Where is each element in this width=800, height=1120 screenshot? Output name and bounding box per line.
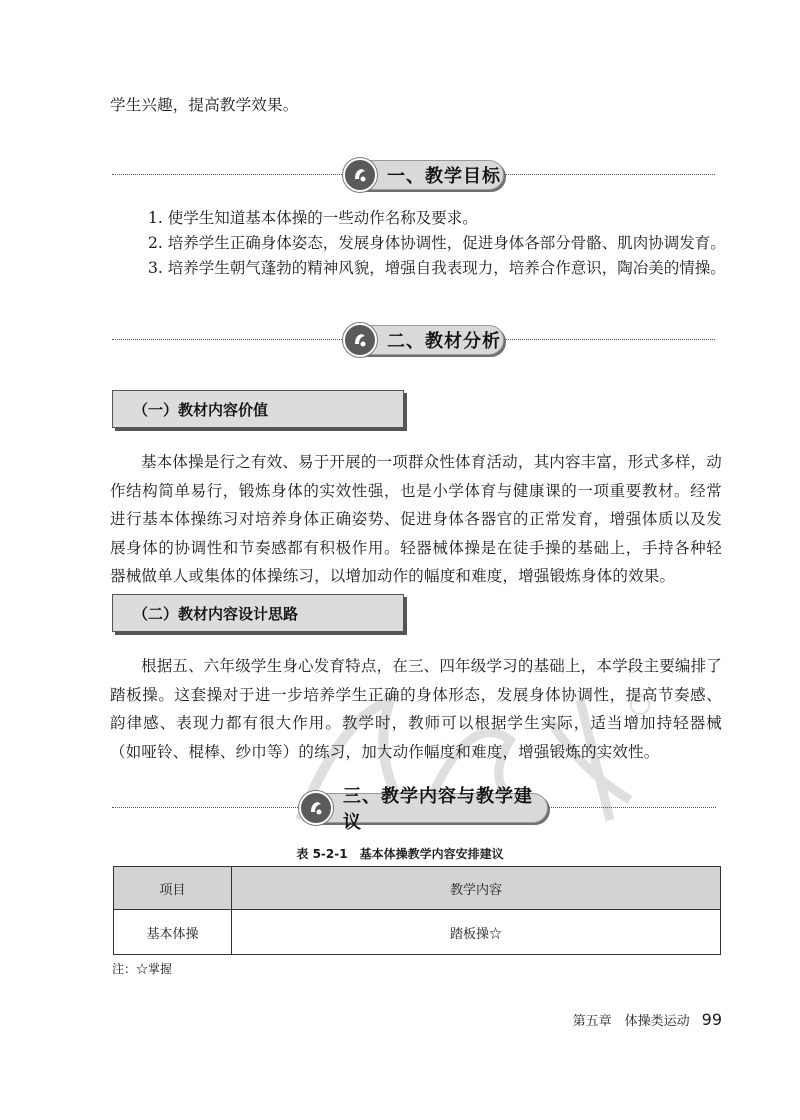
paragraph: 根据五、六年级学生身心发育特点，在三、四年级学习的基础上，本学段主要编排了踏板操。这套操对于进一步培养学生正确的身体形态，发展身体协调性，提高节奏感、韵律感、表现力都有很大作用。教学时，教师可以根据学生实际，适当增加持轻器械（如哑铃、棍棒、纱巾等）的练习，加大动作幅度和难度，增强锻炼的实效性。 [110,657,722,761]
content-table [113,866,721,955]
section-header-analysis [344,325,504,355]
section-badge-icon [343,323,377,357]
table-row [114,910,721,955]
subsection-header [112,594,404,632]
section-divider [505,339,715,340]
page-number: 99 [701,1010,722,1029]
section-divider [112,339,342,340]
section-badge-icon [299,791,333,825]
paragraph: 基本体操是行之有效、易于开展的一项群众性体育活动，其内容丰富，形式多样，动作结构简单易行，锻炼身体的实效性强，也是小学体育与健康课的一项重要教材。经常进行基本体操练习对培养身体正确姿势、促进身体各器官的正常发育，增强体质以及发展身体的协调性和节奏感都有积极作用。轻器械体操是在徒手操的基础上，手持各种轻器械做单人或集体的体操练习，以增加动作的幅度和难度，增强锻炼身体的效果。 [110,453,722,585]
list-item: 1. 使学生知道基本体操的一些动作名称及要求。 [148,209,478,227]
section-title: 一、教学目标 [387,166,501,187]
section-divider [548,807,716,808]
page-footer [573,1010,722,1029]
intro-line: 学生兴趣，提高教学效果。 [110,96,299,114]
section-badge-icon [343,158,377,192]
subsection-header [112,390,404,428]
section-title: 三、教学内容与教学建议 [343,786,533,833]
subsection-title: （一）教材内容价值 [133,400,269,419]
table-cell: 踏板操☆ [232,910,721,955]
chapter-label: 第五章 体操类运动 [572,1014,690,1029]
section-divider [112,807,298,808]
list-item: 2. 培养学生正确身体姿态，发展身体协调性，促进身体各部分骨骼、肌肉协调发育。 [148,234,726,252]
subsection-title: （二）教材内容设计思路 [133,604,299,623]
table-header: 教学内容 [232,867,721,910]
section-header-goals [344,160,504,190]
table-header: 项目 [114,867,232,910]
section-divider [112,174,342,175]
goal-list [148,206,748,281]
table-header-row [114,867,721,910]
section-divider [505,174,715,175]
section-title: 二、教材分析 [387,331,501,352]
table-caption: 表 5-2-1 基本体操教学内容安排建议 [296,847,504,861]
list-item: 3. 培养学生朝气蓬勃的精神风貌，增强自我表现力，培养合作意识，陶冶美的情操。 [148,259,726,277]
section-header-content [300,786,548,833]
table-cell: 基本体操 [114,910,232,955]
table-note: 注：☆掌握 [112,962,173,976]
